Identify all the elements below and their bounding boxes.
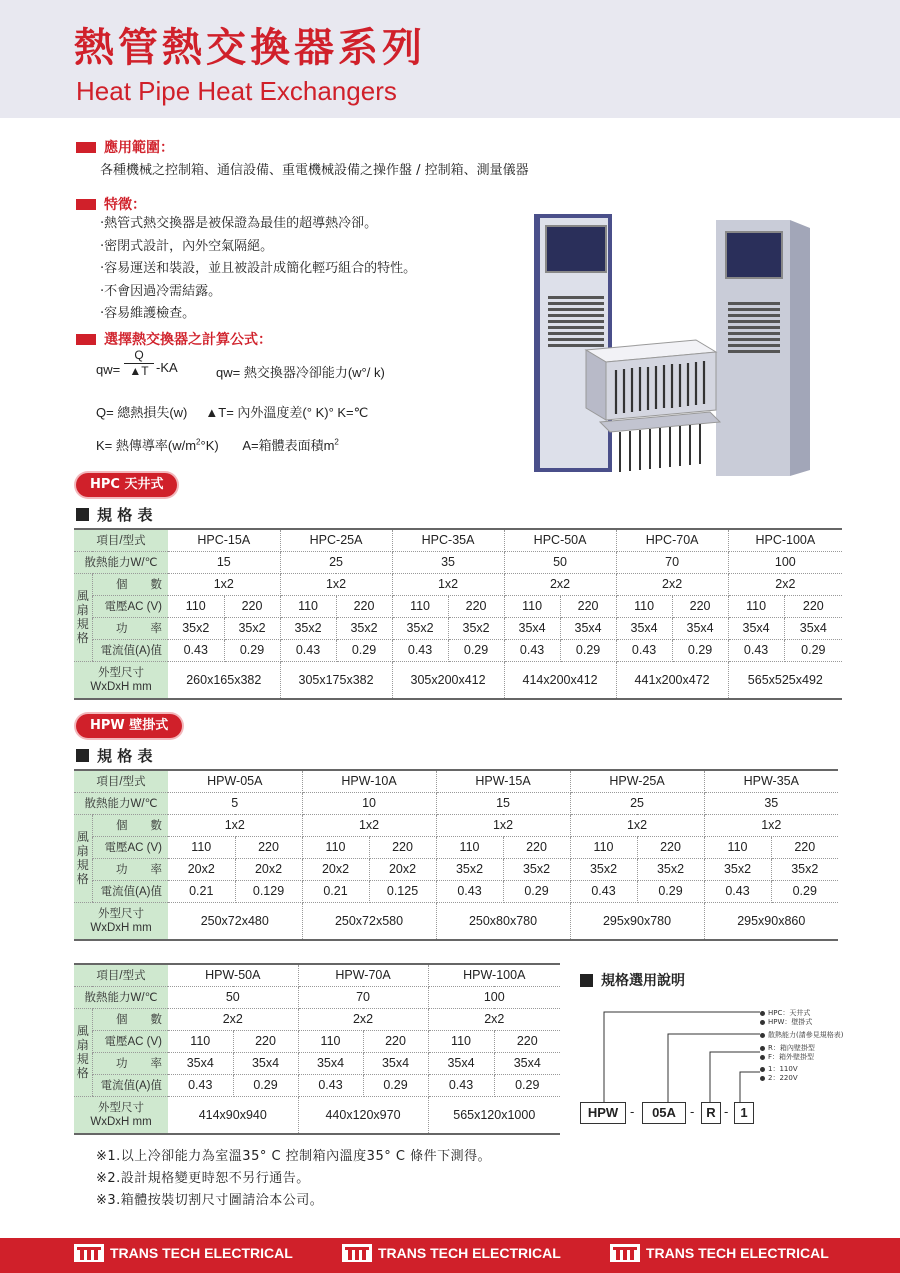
voltage-cell: 110 <box>436 836 503 858</box>
table-row <box>74 661 842 699</box>
capacity-cell: 25 <box>570 792 704 814</box>
current-cell: 0.43 <box>570 880 637 902</box>
fan-label-char: 格 <box>76 631 89 645</box>
size-label: 外型尺寸 <box>98 1101 144 1114</box>
table-row <box>74 1096 560 1134</box>
row-label: 電壓AC (V) <box>92 1030 168 1052</box>
capacity-cell: 50 <box>168 986 298 1008</box>
fan-spec-label <box>74 814 92 902</box>
voltage-cell: 220 <box>224 595 280 617</box>
current-cell: 0.43 <box>428 1074 494 1096</box>
page-title-zh: 熱管熱交換器系列 <box>74 25 426 71</box>
power-cell: 35x2 <box>570 858 637 880</box>
capacity-cell: 100 <box>428 986 560 1008</box>
fan-count-cell: 1x2 <box>392 573 504 595</box>
size-cell: 295x90x780 <box>570 902 704 940</box>
power-cell: 20x2 <box>302 858 369 880</box>
voltage-cell: 220 <box>233 1030 298 1052</box>
formula-qw-definition: qw= 熱交換器冷卻能力(w°/ k) <box>216 365 385 380</box>
power-cell: 35x4 <box>363 1052 428 1074</box>
current-cell: 0.43 <box>616 639 672 661</box>
current-cell: 0.43 <box>728 639 784 661</box>
model-header: HPW-25A <box>570 770 704 792</box>
section-heading-application: 應用範圍： <box>76 137 174 157</box>
fan-count-cell: 1x2 <box>570 814 704 836</box>
model-header: HPC-100A <box>728 529 842 551</box>
row-label: 電流值(A)值 <box>92 880 168 902</box>
power-cell: 35x4 <box>428 1052 494 1074</box>
size-unit-label: WxDxH mm <box>90 1115 152 1128</box>
current-cell: 0.43 <box>504 639 560 661</box>
fan-count-cell: 2x2 <box>298 1008 428 1030</box>
current-cell: 0.29 <box>224 639 280 661</box>
capacity-cell: 50 <box>504 551 616 573</box>
table-row <box>74 617 842 639</box>
bullet-dot-icon <box>760 1011 765 1016</box>
table-row <box>74 529 842 551</box>
company-logo-icon <box>610 1244 640 1262</box>
model-header: HPC-35A <box>392 529 504 551</box>
legend-item: 散熱能力(請參見規格表) <box>760 1030 843 1040</box>
legend-item: 2：220V <box>760 1073 798 1083</box>
bullet-dot-icon <box>760 1067 765 1072</box>
power-cell: 35x2 <box>168 617 224 639</box>
size-unit-label: WxDxH mm <box>90 921 152 934</box>
hpc-pill: HPC 天井式 <box>76 473 177 497</box>
red-square-icon <box>76 199 96 210</box>
power-cell: 35x2 <box>503 858 570 880</box>
current-cell: 0.29 <box>494 1074 560 1096</box>
table-row <box>74 1052 560 1074</box>
model-header: HPW-05A <box>168 770 302 792</box>
power-cell: 20x2 <box>235 858 302 880</box>
product-photo <box>520 210 838 480</box>
voltage-cell: 110 <box>504 595 560 617</box>
voltage-cell: 110 <box>168 836 235 858</box>
table-row <box>74 986 560 1008</box>
current-cell: 0.43 <box>168 1074 233 1096</box>
voltage-cell: 220 <box>771 836 838 858</box>
footer-brand: TRANS TECH ELECTRICAL <box>610 1244 829 1262</box>
current-cell: 0.29 <box>363 1074 428 1096</box>
red-square-icon <box>76 142 96 153</box>
power-cell: 35x4 <box>728 617 784 639</box>
bullet-dot-icon <box>760 1055 765 1060</box>
fan-count-cell: 2x2 <box>616 573 728 595</box>
feature-item: ‧容易運送和裝設，並且被設計成簡化輕巧組合的特性。 <box>100 261 417 276</box>
code-dash: - <box>630 1104 635 1119</box>
feature-item: ‧容易維護檢查。 <box>100 306 196 321</box>
features-list <box>100 213 416 326</box>
row-label <box>74 661 168 699</box>
fan-count-cell: 1x2 <box>168 814 302 836</box>
current-cell: 0.21 <box>168 880 235 902</box>
current-cell: 0.43 <box>298 1074 363 1096</box>
current-cell: 0.43 <box>704 880 771 902</box>
size-cell: 250x72x580 <box>302 902 436 940</box>
size-cell: 260x165x382 <box>168 661 280 699</box>
voltage-cell: 110 <box>728 595 784 617</box>
note-item: ※2.設計規格變更時恕不另行通告。 <box>96 1171 310 1186</box>
black-square-icon <box>580 974 593 987</box>
current-cell: 0.43 <box>436 880 503 902</box>
model-header: HPW-35A <box>704 770 838 792</box>
row-label: 電壓AC (V) <box>92 836 168 858</box>
fan-count-cell: 1x2 <box>302 814 436 836</box>
note-item: ※3.箱體按裝切割尺寸圖請洽本公司。 <box>96 1193 324 1208</box>
legend-item: HPC：天井式 <box>760 1008 810 1018</box>
power-cell: 35x2 <box>637 858 704 880</box>
power-cell: 35x2 <box>280 617 336 639</box>
fan-label-char: 風 <box>76 830 89 844</box>
fan-count-cell: 1x2 <box>280 573 392 595</box>
bullet-dot-icon <box>760 1020 765 1025</box>
row-label: 電壓AC (V) <box>92 595 168 617</box>
model-header: HPW-70A <box>298 964 428 986</box>
legend-item: 1：110V <box>760 1064 798 1074</box>
voltage-cell: 110 <box>392 595 448 617</box>
voltage-cell: 110 <box>280 595 336 617</box>
formula-line-3: K= 熱傳導率$(w/m^2^\circ K)$ A=箱體表面積$m^2$ <box>96 437 339 453</box>
code-box-series: HPW <box>580 1102 626 1124</box>
voltage-cell: 110 <box>168 1030 233 1052</box>
table-row <box>74 814 838 836</box>
row-label: 項目/型式 <box>74 529 168 551</box>
capacity-cell: 35 <box>392 551 504 573</box>
row-label <box>74 1096 168 1134</box>
power-cell: 35x4 <box>494 1052 560 1074</box>
feature-item: ‧密閉式設計，內外空氣隔絕。 <box>100 238 274 254</box>
power-cell: 35x2 <box>771 858 838 880</box>
row-label: 電流值(A)值 <box>92 1074 168 1096</box>
size-unit-label: WxDxH mm <box>90 680 152 693</box>
voltage-cell: 220 <box>235 836 302 858</box>
power-cell: 35x2 <box>436 858 503 880</box>
model-header: HPW-50A <box>168 964 298 986</box>
hpw-pill: HPW 壁掛式 <box>76 714 182 738</box>
power-cell: 35x4 <box>616 617 672 639</box>
current-cell: 0.129 <box>235 880 302 902</box>
size-cell: 414x200x412 <box>504 661 616 699</box>
model-header: HPC-70A <box>616 529 728 551</box>
capacity-cell: 10 <box>302 792 436 814</box>
current-cell: 0.21 <box>302 880 369 902</box>
row-label: 電流值(A)值 <box>92 639 168 661</box>
table-row <box>74 836 838 858</box>
size-label: 外型尺寸 <box>98 907 144 920</box>
legend-item: HPW：壁掛式 <box>760 1017 812 1027</box>
capacity-cell: 70 <box>298 986 428 1008</box>
fan-label-char: 扇 <box>76 1038 89 1052</box>
table-row <box>74 573 842 595</box>
current-cell: 0.29 <box>336 639 392 661</box>
capacity-cell: 15 <box>168 551 280 573</box>
hpc-spec-title: 規 格 表 <box>76 504 152 525</box>
code-box-capacity: 05A <box>642 1102 686 1124</box>
model-header: HPW-15A <box>436 770 570 792</box>
table-row <box>74 964 560 986</box>
code-box-voltage: 1 <box>734 1102 754 1124</box>
current-cell: 0.125 <box>369 880 436 902</box>
voltage-cell: 110 <box>168 595 224 617</box>
size-label: 外型尺寸 <box>98 666 144 679</box>
hpw-spec-table-1 <box>74 769 838 941</box>
power-cell: 35x2 <box>336 617 392 639</box>
power-cell: 20x2 <box>369 858 436 880</box>
size-cell: 440x120x970 <box>298 1096 428 1134</box>
current-cell: 0.29 <box>637 880 704 902</box>
power-cell: 35x4 <box>168 1052 233 1074</box>
current-cell: 0.43 <box>392 639 448 661</box>
row-label: 散熱能力W/℃ <box>74 551 168 573</box>
selection-connector-lines <box>580 1000 770 1104</box>
current-cell: 0.29 <box>560 639 616 661</box>
fan-count-cell: 2x2 <box>428 1008 560 1030</box>
table-row <box>74 770 838 792</box>
row-label: 散熱能力W/℃ <box>74 792 168 814</box>
capacity-cell: 15 <box>436 792 570 814</box>
current-cell: 0.29 <box>672 639 728 661</box>
voltage-cell: 220 <box>363 1030 428 1052</box>
table-row <box>74 858 838 880</box>
fan-label-char: 風 <box>76 589 89 603</box>
fan-label-char: 風 <box>76 1024 89 1038</box>
voltage-cell: 220 <box>494 1030 560 1052</box>
fan-spec-label <box>74 1008 92 1096</box>
size-cell: 565x525x492 <box>728 661 842 699</box>
power-cell: 35x4 <box>298 1052 363 1074</box>
formula-line-2: Q= 總熱損失(w) ▲T= 內外溫度差(° K)° K=℃ <box>96 405 369 420</box>
voltage-cell: 110 <box>616 595 672 617</box>
section-heading-formula: 選擇熱交換器之計算公式： <box>76 329 272 349</box>
application-text: 各種機械之控制箱、通信設備、重電機械設備之操作盤 / 控制箱、測量儀器 <box>100 163 529 178</box>
size-cell: 250x80x780 <box>436 902 570 940</box>
table-row <box>74 880 838 902</box>
size-cell: 565x120x1000 <box>428 1096 560 1134</box>
hpw-spec-table-2 <box>74 963 560 1135</box>
power-cell: 35x4 <box>233 1052 298 1074</box>
row-label: 項目/型式 <box>74 770 168 792</box>
voltage-cell: 110 <box>428 1030 494 1052</box>
fan-count-cell: 1x2 <box>704 814 838 836</box>
page-title-en: Heat Pipe Heat Exchangers <box>76 76 397 106</box>
row-label: 功 率 <box>92 858 168 880</box>
current-cell: 0.29 <box>784 639 842 661</box>
current-cell: 0.43 <box>168 639 224 661</box>
feature-item: ‧熱管式熱交換器是被保證為最佳的超導熱冷卻。 <box>100 216 378 231</box>
power-cell: 35x4 <box>504 617 560 639</box>
capacity-cell: 5 <box>168 792 302 814</box>
current-cell: 0.29 <box>503 880 570 902</box>
hpc-spec-table <box>74 528 842 700</box>
fan-count-cell: 1x2 <box>436 814 570 836</box>
fan-label-char: 格 <box>76 1066 89 1080</box>
legend-item: R：箱內壁掛型 <box>760 1043 815 1053</box>
table-row <box>74 639 842 661</box>
table-row <box>74 1030 560 1052</box>
fan-count-cell: 2x2 <box>504 573 616 595</box>
bullet-dot-icon <box>760 1076 765 1081</box>
fan-label-char: 規 <box>76 1052 89 1066</box>
fan-label-char: 扇 <box>76 844 89 858</box>
formula-lhs: qw= <box>96 362 121 377</box>
bullet-dot-icon <box>760 1033 765 1038</box>
voltage-cell: 220 <box>448 595 504 617</box>
model-header: HPC-50A <box>504 529 616 551</box>
red-square-icon <box>76 334 96 345</box>
row-label <box>74 902 168 940</box>
black-square-icon <box>76 508 89 521</box>
voltage-cell: 110 <box>298 1030 363 1052</box>
voltage-cell: 220 <box>369 836 436 858</box>
current-cell: 0.29 <box>448 639 504 661</box>
table-row <box>74 595 842 617</box>
formula-rhs: -KA <box>156 360 178 375</box>
power-cell: 35x4 <box>560 617 616 639</box>
current-cell: 0.29 <box>771 880 838 902</box>
table-row <box>74 1074 560 1096</box>
row-label: 項目/型式 <box>74 964 168 986</box>
hpw-spec-title: 規 格 表 <box>76 745 152 766</box>
voltage-cell: 220 <box>503 836 570 858</box>
fan-count-cell: 2x2 <box>728 573 842 595</box>
model-header: HPC-15A <box>168 529 280 551</box>
notes <box>96 1146 491 1212</box>
model-header: HPW-100A <box>428 964 560 986</box>
power-cell: 35x4 <box>672 617 728 639</box>
note-item: ※1.以上冷卻能力為室溫35° C 控制箱內溫度35° C 條件下測得。 <box>96 1149 492 1164</box>
fan-label-char: 規 <box>76 617 89 631</box>
company-logo-icon <box>74 1244 104 1262</box>
fan-label-char: 扇 <box>76 603 89 617</box>
bullet-dot-icon <box>760 1046 765 1051</box>
page-header <box>0 0 900 118</box>
black-square-icon <box>76 749 89 762</box>
voltage-cell: 110 <box>302 836 369 858</box>
row-label: 功 率 <box>92 1052 168 1074</box>
code-dash: - <box>690 1104 695 1119</box>
capacity-cell: 70 <box>616 551 728 573</box>
voltage-cell: 110 <box>704 836 771 858</box>
formula-fraction: $\frac{Q}{▲T}$ <box>124 348 154 378</box>
capacity-cell: 25 <box>280 551 392 573</box>
size-cell: 414x90x940 <box>168 1096 298 1134</box>
table-row <box>74 902 838 940</box>
current-cell: 0.43 <box>280 639 336 661</box>
code-dash: - <box>724 1104 729 1119</box>
row-label: 個 數 <box>92 814 168 836</box>
fan-label-char: 規 <box>76 858 89 872</box>
size-cell: 295x90x860 <box>704 902 838 940</box>
voltage-cell: 220 <box>784 595 842 617</box>
footer-brand: TRANS TECH ELECTRICAL <box>74 1244 293 1262</box>
power-cell: 35x4 <box>784 617 842 639</box>
table-row <box>74 792 838 814</box>
power-cell: 35x2 <box>448 617 504 639</box>
feature-item: ‧不會因過冷需結露。 <box>100 283 222 299</box>
voltage-cell: 220 <box>637 836 704 858</box>
size-cell: 441x200x472 <box>616 661 728 699</box>
voltage-cell: 110 <box>570 836 637 858</box>
fan-count-cell: 1x2 <box>168 573 280 595</box>
capacity-cell: 35 <box>704 792 838 814</box>
row-label: 個 數 <box>92 1008 168 1030</box>
footer-brand: TRANS TECH ELECTRICAL <box>342 1244 561 1262</box>
legend-item: F：箱外壁掛型 <box>760 1052 814 1062</box>
power-cell: 35x2 <box>392 617 448 639</box>
voltage-cell: 220 <box>560 595 616 617</box>
row-label: 散熱能力W/℃ <box>74 986 168 1008</box>
power-cell: 20x2 <box>168 858 235 880</box>
model-header: HPW-10A <box>302 770 436 792</box>
company-logo-icon <box>342 1244 372 1262</box>
table-row <box>74 551 842 573</box>
size-cell: 305x175x382 <box>280 661 392 699</box>
model-header: HPC-25A <box>280 529 392 551</box>
current-cell: 0.29 <box>233 1074 298 1096</box>
row-label: 個 數 <box>92 573 168 595</box>
table-row <box>74 1008 560 1030</box>
selection-title: 規格選用說明 <box>580 970 685 990</box>
voltage-cell: 220 <box>336 595 392 617</box>
fan-count-cell: 2x2 <box>168 1008 298 1030</box>
capacity-cell: 100 <box>728 551 842 573</box>
power-cell: 35x2 <box>224 617 280 639</box>
size-cell: 250x72x480 <box>168 902 302 940</box>
voltage-cell: 220 <box>672 595 728 617</box>
fan-label-char: 格 <box>76 872 89 886</box>
code-box-mount: R <box>701 1102 721 1124</box>
size-cell: 305x200x412 <box>392 661 504 699</box>
row-label: 功 率 <box>92 617 168 639</box>
power-cell: 35x2 <box>704 858 771 880</box>
fan-spec-label <box>74 573 92 661</box>
section-heading-features: 特徵： <box>76 194 146 214</box>
